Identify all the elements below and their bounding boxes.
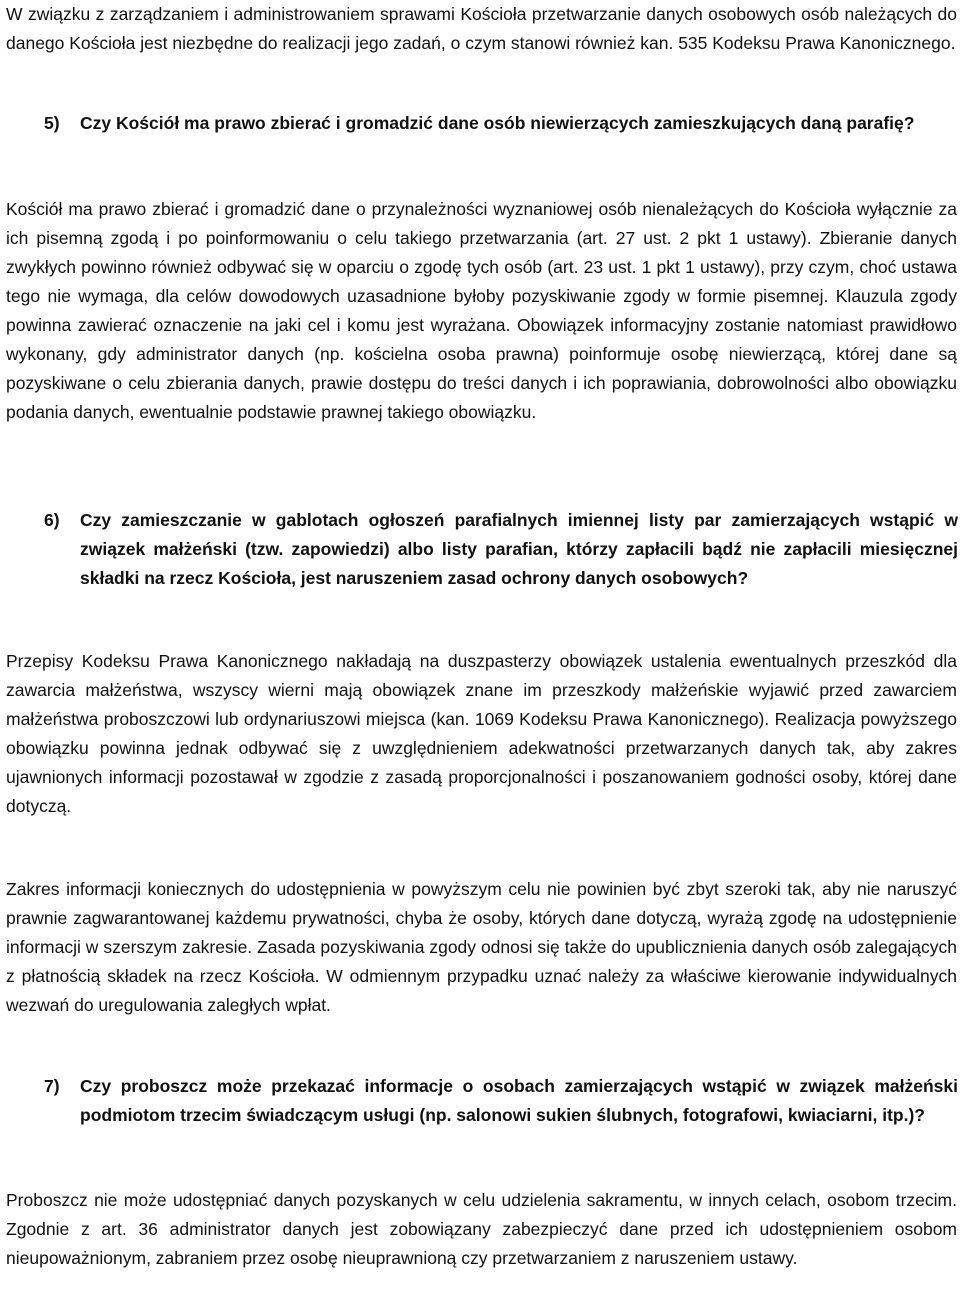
question-5-text: Czy Kościół ma prawo zbierać i gromadzić dane osób niewierzących zamieszkujących daną parafię? <box>80 113 915 133</box>
question-7-number: 7) <box>44 1076 60 1096</box>
question-5-heading <box>44 109 958 138</box>
question-5-number: 5) <box>44 113 60 133</box>
question-6-text: Czy zamieszczanie w gablotach ogłoszeń parafialnych imiennej listy par zamierzających wstąpić w związek małżeński (tzw. zapowiedzi) albo listy parafian, którzy zapłacili bądź nie zapłacili miesięcznej składki na rzecz Kościoła, jest naruszeniem zasad ochrony danych osobowych? <box>80 510 958 588</box>
question-6-number: 6) <box>44 510 60 530</box>
question-6-heading <box>44 506 958 593</box>
question-7-heading <box>44 1072 958 1130</box>
answer-7-paragraph: Proboszcz nie może udostępniać danych pozyskanych w celu udzielenia sakramentu, w innych celach, osobom trzecim. Zgodnie z art. 36 administrator danych jest zobowiązany zabezpieczyć dane przed ich udostępnieniem osobom nieupoważnionym, zabraniem przez osobę nieuprawnioną czy przetwarzaniem z naruszeniem ustawy. <box>6 1190 957 1268</box>
question-7-text: Czy proboszcz może przekazać informacje o osobach zamierzających wstąpić w związek małżeński podmiotom trzecim świadczącym usługi (np. salonowi sukien ślubnych, fotografowi, kwiaciarni, itp.)? <box>80 1076 958 1125</box>
answer-6-paragraph-2: Zakres informacji koniecznych do udostępnienia w powyższym celu nie powinien być zbyt szeroki tak, aby nie naruszyć prawnie zagwarantowanej każdemu prywatności, chyba że osoby, których dane dotyczą, wyrażą zgodę na udostępnienie informacji w szerszym zakresie. Zasada pozyskiwania zgody odnosi się także do upublicznienia danych osób zalegających z płatnością składek na rzecz Kościoła. W odmiennym przypadku uznać należy za właściwe kierowanie indywidualnych wezwań do uregulowania zaległych wpłat. <box>6 879 957 1015</box>
answer-5-paragraph: Kościół ma prawo zbierać i gromadzić dane o przynależności wyznaniowej osób nienależących do Kościoła wyłącznie za ich pisemną zgodą i po poinformowaniu o celu takiego przetwarzania (art. 27 ust. 2 pkt 1 ustawy). Zbieranie danych zwykłych powinno również odbywać się w oparciu o zgodę tych osób (art. 23 ust. 1 pkt 1 ustawy), przy czym, choć ustawa tego nie wymaga, dla celów dowodowych uzasadnione byłoby pozyskiwanie zgody w formie pisemnej. Klauzula zgody powinna zawierać oznaczenie na jaki cel i komu jest wyrażana. Obowiązek informacyjny zostanie natomiast prawidłowo wykonany, gdy administrator danych (np. kościelna osoba prawna) poinformuje osobę niewierzącą, której dane są pozyskiwane o celu zbierania danych, prawie dostępu do treści danych i ich poprawiania, dobrowolności albo obowiązku podania danych, ewentualnie podstawie prawnej takiego obowiązku. <box>6 199 957 422</box>
intro-paragraph: W związku z zarządzaniem i administrowaniem sprawami Kościoła przetwarzanie danych osobowych osób należących do danego Kościoła jest niezbędne do realizacji jego zadań, o czym stanowi również kan. 535 Kodeksu Prawa Kanonicznego. <box>6 4 957 53</box>
answer-6-paragraph-1: Przepisy Kodeksu Prawa Kanonicznego nakładają na duszpasterzy obowiązek ustalenia ewentualnych przeszkód dla zawarcia małżeństwa, wszyscy wierni mają obowiązek znane im przeszkody małżeńskie wyjawić przed zawarciem małżeństwa proboszczowi lub ordynariuszowi miejsca (kan. 1069 Kodeksu Prawa Kanonicznego). Realizacja powyższego obowiązku powinna jednak odbywać się z uwzględnieniem adekwatności przetwarzanych danych tak, aby zakres ujawnionych informacji pozostawał w zgodzie z zasadą proporcjonalności i poszanowaniem godności osoby, której dane dotyczą. <box>6 651 957 816</box>
